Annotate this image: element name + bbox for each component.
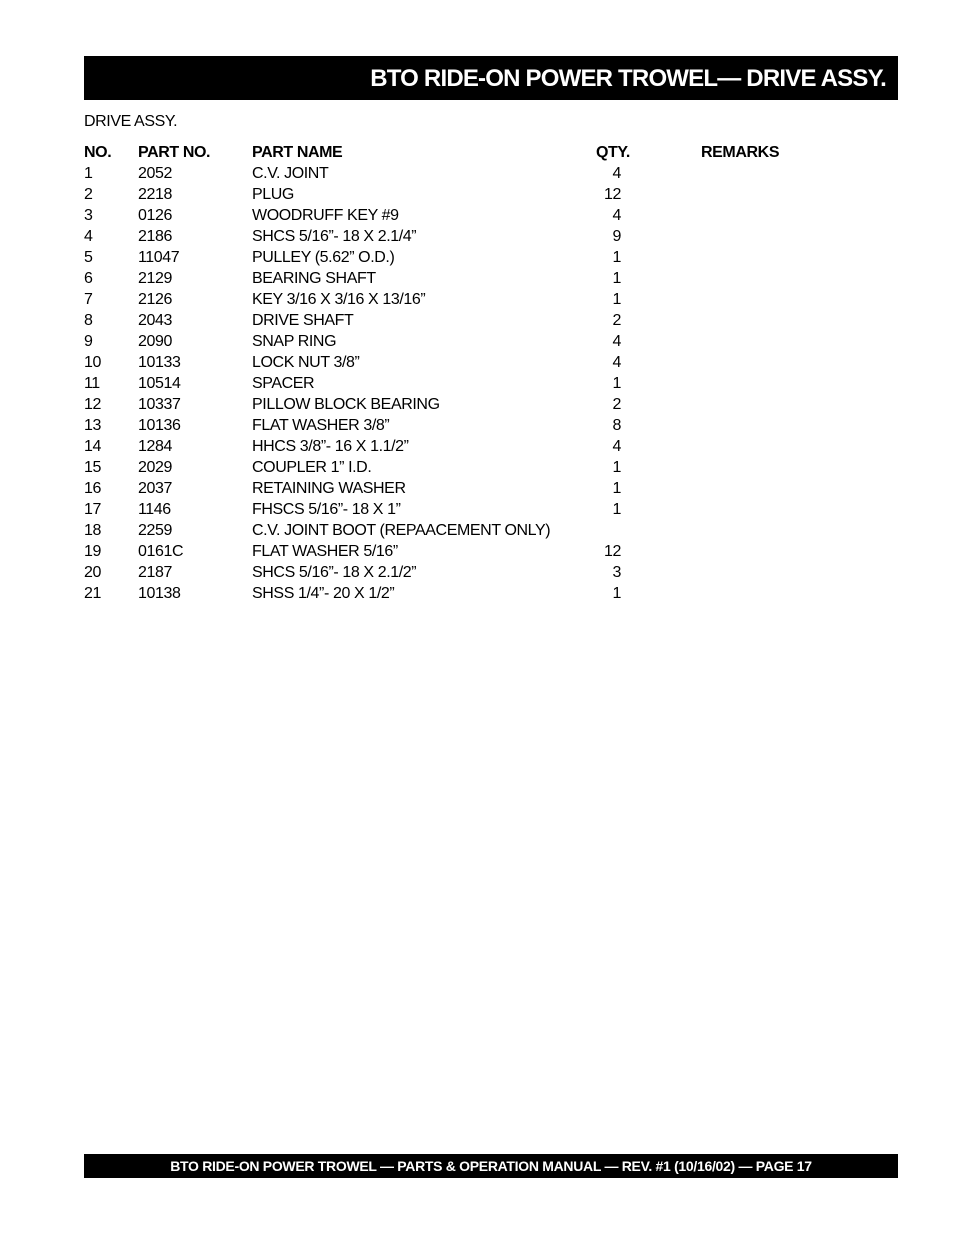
cell-qty: 9 (612, 228, 621, 245)
page-title: BTO RIDE-ON POWER TROWEL— DRIVE ASSY. (370, 65, 886, 92)
cell-no: 2 (84, 186, 93, 203)
cell-part-name: PULLEY (5.62” O.D.) (252, 249, 395, 266)
table-row (84, 268, 824, 289)
cell-no: 5 (84, 249, 93, 266)
cell-qty: 4 (612, 165, 621, 182)
cell-part-name: HHCS 3/8”- 16 X 1.1/2” (252, 438, 409, 455)
table-row (84, 478, 824, 499)
cell-part-no: 2052 (138, 165, 172, 182)
table-row (84, 583, 824, 604)
cell-part-name: LOCK NUT 3/8” (252, 354, 360, 371)
cell-no: 1 (84, 165, 93, 182)
cell-no: 3 (84, 207, 93, 224)
table-row (84, 310, 824, 331)
footer-text: BTO RIDE-ON POWER TROWEL — PARTS & OPERATION MANUAL — REV. #1 (10/16/02) — PAGE 17 (170, 1158, 812, 1174)
cell-no: 7 (84, 291, 93, 308)
cell-part-no: 2090 (138, 333, 172, 350)
cell-part-no: 2129 (138, 270, 172, 287)
cell-no: 15 (84, 459, 101, 476)
cell-qty: 1 (612, 585, 621, 602)
table-row (84, 415, 824, 436)
cell-part-name: SHCS 5/16”- 18 X 2.1/2” (252, 564, 417, 581)
cell-part-no: 2186 (138, 228, 172, 245)
cell-no: 20 (84, 564, 101, 581)
cell-no: 17 (84, 501, 101, 518)
table-row (84, 226, 824, 247)
cell-part-no: 2029 (138, 459, 172, 476)
cell-qty: 1 (612, 249, 621, 266)
table-header-row (84, 142, 824, 163)
cell-part-name: SHCS 5/16”- 18 X 2.1/4” (252, 228, 417, 245)
cell-qty: 1 (612, 270, 621, 287)
cell-part-name: RETAINING WASHER (252, 480, 406, 497)
cell-qty: 8 (612, 417, 621, 434)
table-row (84, 520, 824, 541)
cell-part-name: SNAP RING (252, 333, 337, 350)
cell-part-no: 10514 (138, 375, 181, 392)
cell-part-no: 2187 (138, 564, 172, 581)
cell-qty: 12 (604, 186, 621, 203)
cell-part-name: FHSCS 5/16”- 18 X 1” (252, 501, 401, 518)
cell-part-no: 1284 (138, 438, 172, 455)
cell-no: 19 (84, 543, 101, 560)
cell-qty: 1 (612, 291, 621, 308)
cell-no: 11 (84, 375, 100, 392)
cell-no: 21 (84, 585, 101, 602)
table-row (84, 541, 824, 562)
cell-part-name: C.V. JOINT BOOT (REPAACEMENT ONLY) (252, 522, 551, 539)
cell-no: 9 (84, 333, 93, 350)
cell-part-name: C.V. JOINT (252, 165, 329, 182)
table-row (84, 352, 824, 373)
page-title-bar (84, 56, 898, 100)
cell-part-no: 1146 (138, 501, 171, 518)
cell-qty: 1 (612, 375, 621, 392)
cell-no: 4 (84, 228, 93, 245)
table-body (84, 163, 824, 604)
table-row (84, 373, 824, 394)
table-row (84, 163, 824, 184)
cell-qty: 2 (612, 312, 621, 329)
cell-part-no: 10136 (138, 417, 181, 434)
cell-part-no: 2218 (138, 186, 172, 203)
cell-qty: 1 (612, 480, 621, 497)
cell-part-no: 0126 (138, 207, 172, 224)
table-row (84, 331, 824, 352)
cell-part-name: SPACER (252, 375, 315, 392)
column-header-qty: QTY. (596, 144, 630, 161)
cell-no: 6 (84, 270, 93, 287)
table-row (84, 499, 824, 520)
column-header-part-name: PART NAME (252, 144, 343, 161)
cell-no: 18 (84, 522, 101, 539)
cell-part-no: 10133 (138, 354, 181, 371)
cell-part-no: 2126 (138, 291, 172, 308)
cell-no: 10 (84, 354, 101, 371)
cell-part-no: 2259 (138, 522, 172, 539)
cell-no: 8 (84, 312, 93, 329)
cell-part-no: 10337 (138, 396, 181, 413)
cell-part-name: FLAT WASHER 5/16” (252, 543, 398, 560)
cell-qty: 1 (612, 501, 621, 518)
table-row (84, 436, 824, 457)
column-header-no: NO. (84, 144, 112, 161)
cell-part-name: FLAT WASHER 3/8” (252, 417, 390, 434)
cell-part-no: 11047 (138, 249, 180, 266)
cell-qty: 4 (612, 438, 621, 455)
table-row (84, 289, 824, 310)
cell-qty: 4 (612, 354, 621, 371)
cell-qty: 4 (612, 207, 621, 224)
table-row (84, 457, 824, 478)
table-row (84, 205, 824, 226)
cell-no: 12 (84, 396, 101, 413)
cell-no: 16 (84, 480, 101, 497)
table-row (84, 247, 824, 268)
cell-no: 13 (84, 417, 101, 434)
footer-bar (84, 1154, 898, 1178)
cell-part-no: 10138 (138, 585, 181, 602)
cell-qty: 3 (612, 564, 621, 581)
cell-qty: 2 (612, 396, 621, 413)
parts-table (84, 142, 824, 604)
cell-qty: 12 (604, 543, 621, 560)
cell-part-name: WOODRUFF KEY #9 (252, 207, 399, 224)
cell-no: 14 (84, 438, 101, 455)
table-row (84, 562, 824, 583)
cell-part-name: BEARING SHAFT (252, 270, 376, 287)
cell-part-name: SHSS 1/4”- 20 X 1/2” (252, 585, 395, 602)
cell-part-name: PLUG (252, 186, 294, 203)
cell-part-no: 2037 (138, 480, 172, 497)
cell-part-no: 0161C (138, 543, 184, 560)
cell-part-name: COUPLER 1” I.D. (252, 459, 372, 476)
cell-part-no: 2043 (138, 312, 172, 329)
cell-part-name: KEY 3/16 X 3/16 X 13/16” (252, 291, 426, 308)
cell-part-name: PILLOW BLOCK BEARING (252, 396, 440, 413)
section-label: DRIVE ASSY. (84, 113, 178, 130)
table-row (84, 394, 824, 415)
cell-qty: 4 (612, 333, 621, 350)
cell-part-name: DRIVE SHAFT (252, 312, 354, 329)
column-header-remarks: REMARKS (701, 144, 780, 161)
column-header-part-no: PART NO. (138, 144, 211, 161)
table-row (84, 184, 824, 205)
cell-qty: 1 (612, 459, 621, 476)
